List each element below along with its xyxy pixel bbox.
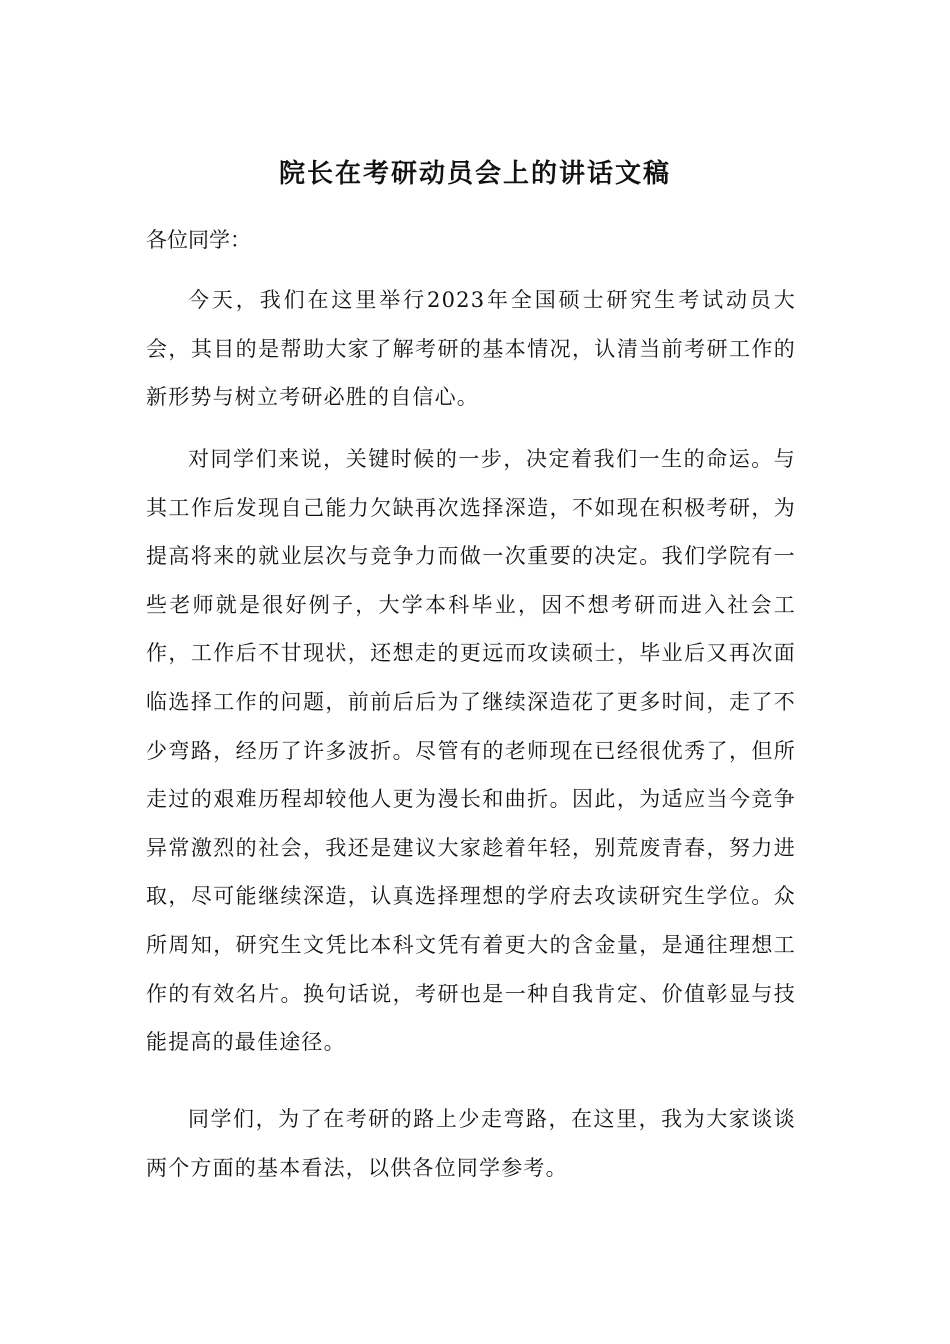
salutation: 各位同学： (146, 228, 251, 252)
paragraph-2: 对同学们来说，关键时候的一步，决定着我们一生的命运。与其工作后发现自己能力欠缺再次选择深造，不如现在积极考研，为提高将来的就业层次与竞争力而做一次重要的决定。我们学院有一些老师就是很好例子，大学本科毕业，因不想考研而进入社会工作，工作后不甘现状，还想走的更远而攻读硕士，毕业后又再次面临选择工作的问题，前前后后为了继续深造花了更多时间，走了不少弯路，经历了许多波折。尽管有的老师现在已经很优秀了，但所走过的艰难历程却较他人更为漫长和曲折。因此，为适应当今竞争异常激烈的社会，我还是建议大家趁着年轻，别荒废青春，努力进取，尽可能继续深造，认真选择理想的学府去攻读研究生学位。众所周知，研究生文凭比本科文凭有着更大的含金量，是通往理想工作的有效名片。换句话说，考研也是一种自我肯定、价值彰显与技能提高的最佳途径。 (146, 447, 796, 1055)
document-title: 院长在考研动员会上的讲话文稿 (278, 159, 671, 189)
paragraph-1: 今天，我们在这里举行2023年全国硕士研究生考试动员大会，其目的是帮助大家了解考研的基本情况，认清当前考研工作的新形势与树立考研必胜的自信心。 (146, 288, 796, 410)
paragraph-3: 同学们，为了在考研的路上少走弯路，在这里，我为大家谈谈两个方面的基本看法，以供各位同学参考。 (146, 1107, 796, 1180)
